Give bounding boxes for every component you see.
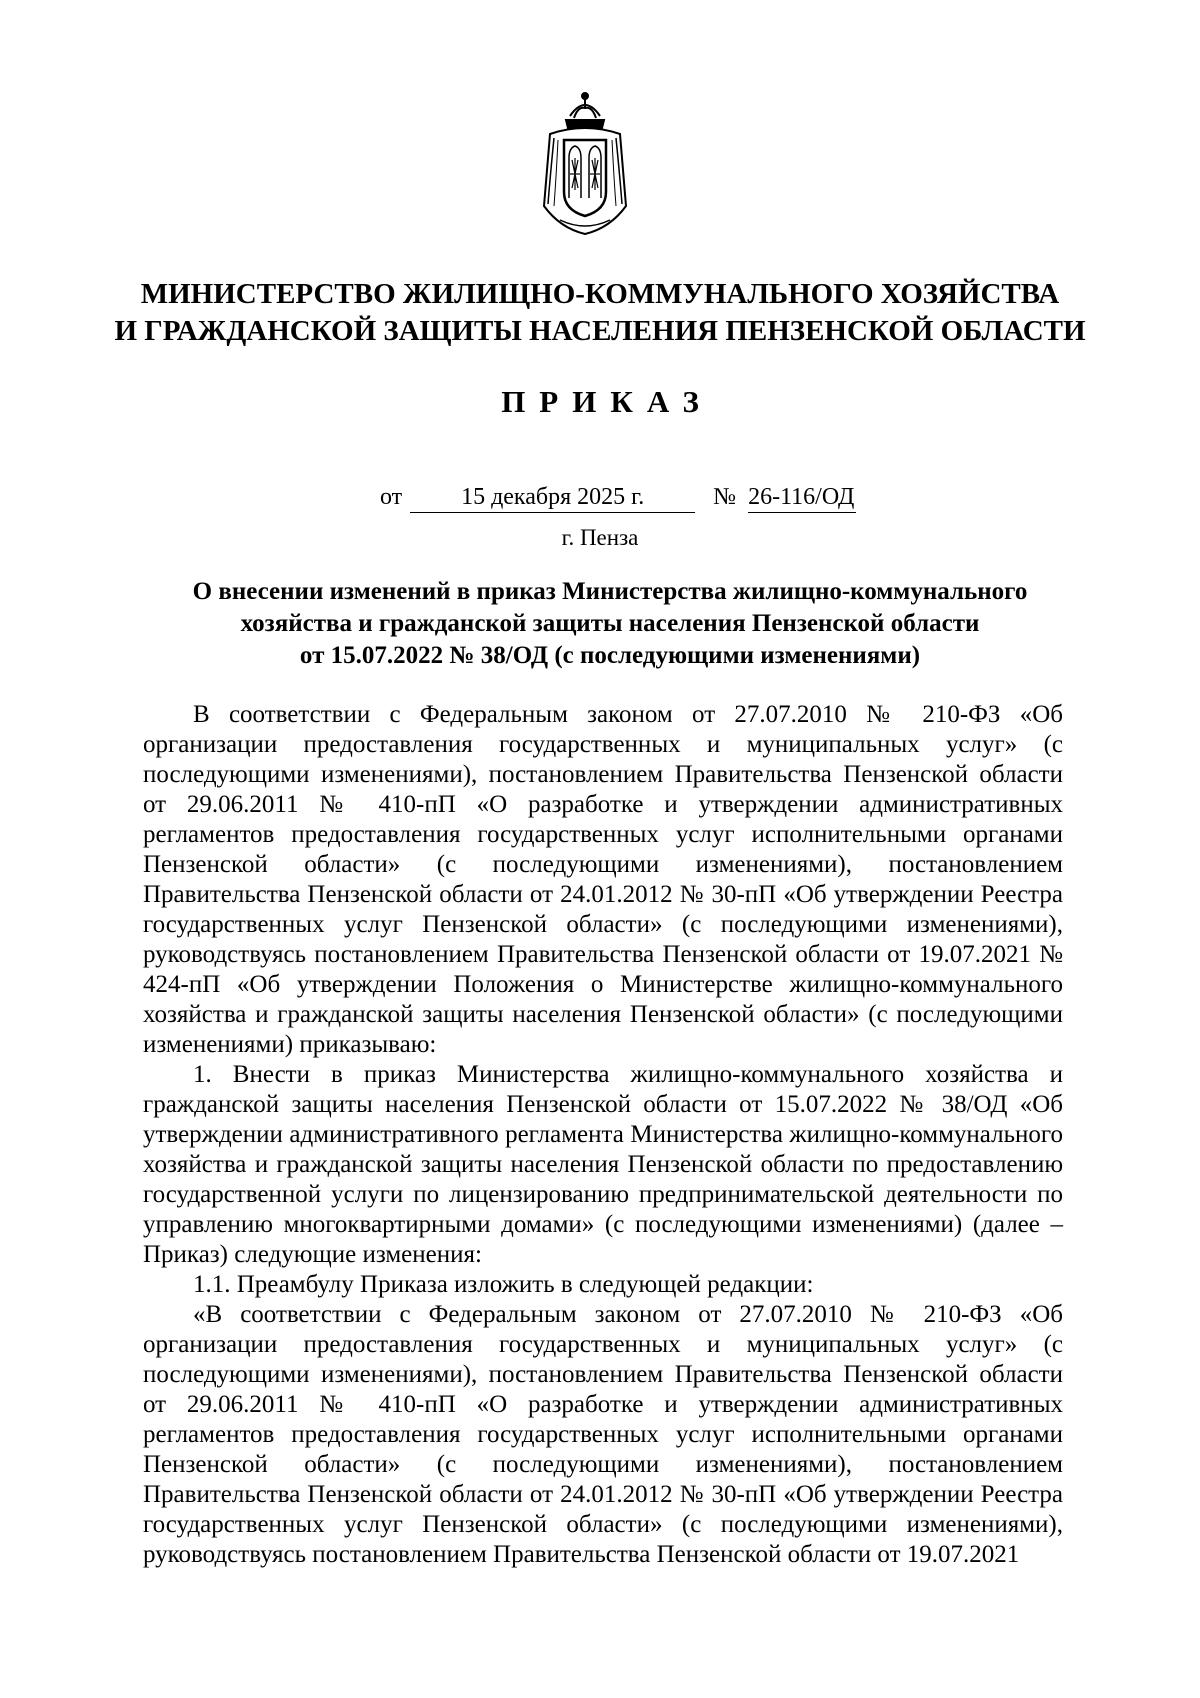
document-city: г. Пенза [561,525,639,550]
ministry-title [100,276,1100,350]
body-paragraph-item-1-1: 1.1. Преамбулу Приказа изложить в следующей редакции: [193,1271,814,1298]
subject-line2: хозяйства и гражданской защиты населения Пензенской области [240,610,980,637]
coat-of-arms-icon [530,88,640,238]
from-label: от [380,484,403,510]
body-paragraph-preamble: В соответствии с Федеральным законом от 27.07.2010 № 210-ФЗ «Об организации предоставления государственных и муниципальных услуг» (с последующими изменениями), постановлением Правительства Пензенской области от 29.06.2011 № 410-пП «О разработке и утверждении административных регламентов предоставления государственных услуг исполнительными органами Пензенской области» (с последующими изменениями), постановлением Правительства Пензенской области от 24.01.2012 № 30-пП «Об утверждении Реестра государственных услуг Пензенской области» (с последующими изменениями), руководствуясь постановлением Правительства Пензенской области от 19.07.2021 № 424-пП «Об утверждении Положения о Министерстве жилищно-коммунального хозяйства и гражданской защиты населения Пензенской области» (с последующими изменениями) приказываю: [143,701,1063,1058]
ministry-title-line1: МИНИСТЕРСТВО ЖИЛИЩНО-КОММУНАЛЬНОГО ХОЗЯЙСТВА [140,278,1060,310]
date-number-line [380,482,856,513]
document-date: 15 декабря 2025 г. [410,482,695,513]
document-body [143,700,1063,1570]
body-paragraph-item-1: 1. Внести в приказ Министерства жилищно-коммунального хозяйства и гражданской защиты населения Пензенской области от 15.07.2022 № 38/ОД «Об утверждении административного регламента Министерства жилищно-коммунального хозяйства и гражданской защиты населения Пензенской области по предоставлению государственной услуги по лицензированию предпринимательской деятельности по управлению многоквартирными домами» (с последующими изменениями) (далее – Приказ) следующие изменения: [143,1061,1063,1268]
body-paragraph-new-preamble: «В соответствии с Федеральным законом от 27.07.2010 № 210-ФЗ «Об организации предоставления государственных и муниципальных услуг» (с последующими изменениями), постановлением Правительства Пензенской области от 29.06.2011 № 410-пП «О разработке и утверждении административных регламентов предоставления государственных услуг исполнительными органами Пензенской области» (с последующими изменениями), постановлением Правительства Пензенской области от 24.01.2012 № 30-пП «Об утверждении Реестра государственных услуг Пензенской области» (с последующими изменениями), руководствуясь постановлением Правительства Пензенской области от 19.07.2021 [143,1301,1063,1568]
subject-line1: О внесении изменений в приказ Министерства жилищно-коммунального [192,578,1028,605]
ministry-title-line2: И ГРАЖДАНСКОЙ ЗАЩИТЫ НАСЕЛЕНИЯ ПЕНЗЕНСКОЙ ОБЛАСТИ [114,315,1086,347]
document-subject [170,576,1050,672]
subject-line3: от 15.07.2022 № 38/ОД (с последующими изменениями) [299,642,921,669]
document-number: 26-116/ОД [748,482,856,513]
number-label: № [713,484,737,510]
document-type: ПРИКАЗ [501,384,713,419]
